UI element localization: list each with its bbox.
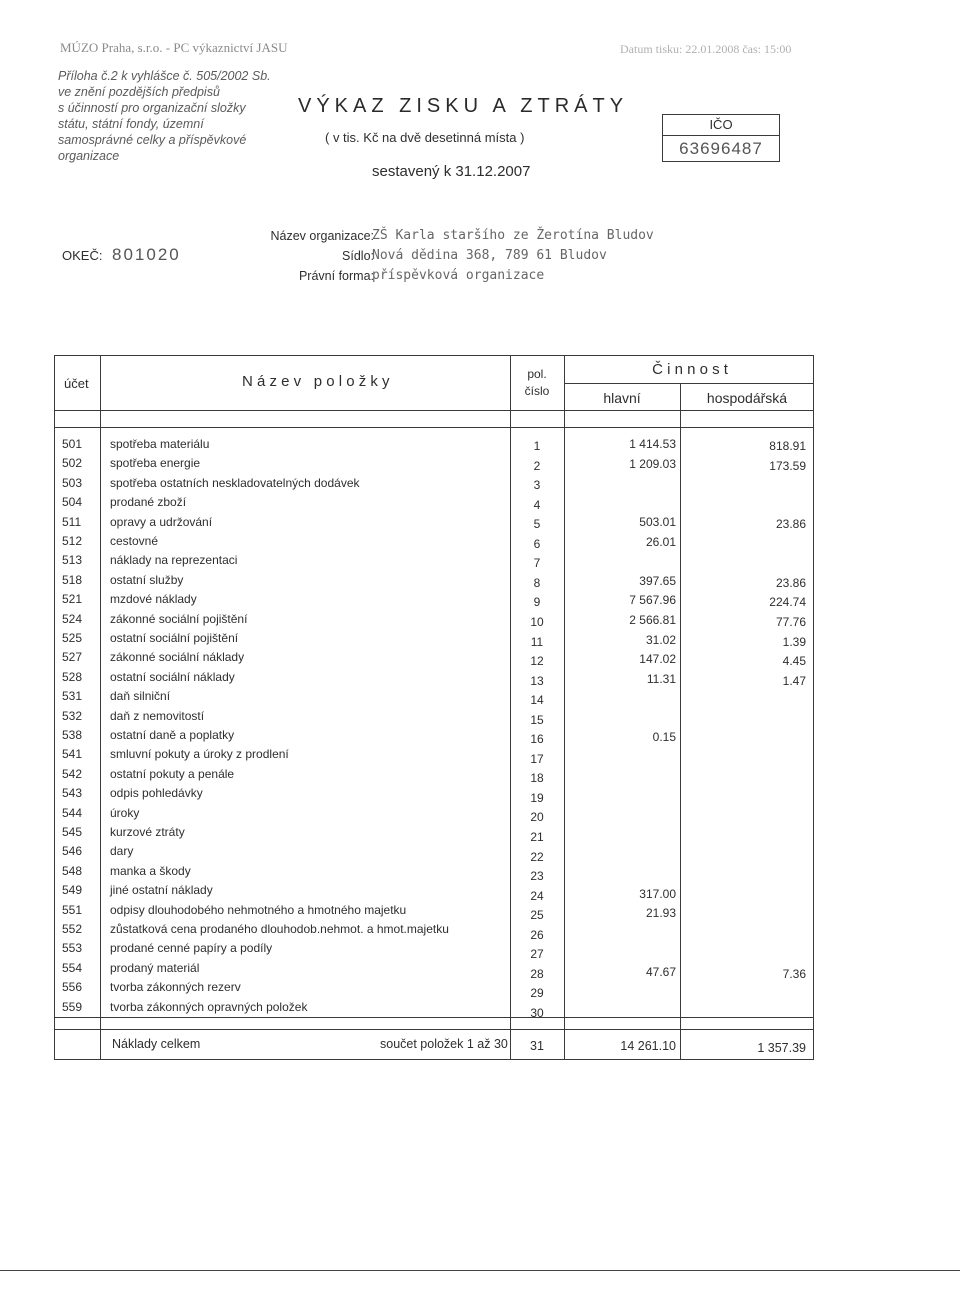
row-pol: 3 <box>533 478 541 493</box>
row-item-name: ostatní sociální pojištění <box>110 631 239 645</box>
row-account: 513 <box>62 553 83 568</box>
row-item-name: dary <box>110 844 134 859</box>
row-item-name: cestovné <box>110 534 159 548</box>
row-main-value: 0.15 <box>652 730 676 745</box>
row-item-name: spotřeba ostatních neskladovatelných dodávek <box>110 475 360 490</box>
body-bottom-border <box>54 1017 814 1018</box>
appendix-line: Příloha č.2 k vyhlášce č. 505/2002 Sb. <box>58 69 271 83</box>
row-item-name: spotřeba energie <box>110 456 201 471</box>
okec-value: 801020 <box>112 245 181 264</box>
row-account: 501 <box>62 437 83 451</box>
activity-split-line <box>564 383 814 384</box>
row-item-name: mzdové náklady <box>110 592 197 607</box>
row-pol: 16 <box>530 732 544 747</box>
row-economic-value: 1.47 <box>782 673 806 688</box>
appendix-line: s účinností pro organizační složky <box>58 101 246 115</box>
row-account: 559 <box>62 999 83 1014</box>
row-pol: 23 <box>530 869 544 884</box>
header-main: hlavní <box>603 390 641 406</box>
row-economic-value: 224.74 <box>769 595 806 610</box>
row-account: 554 <box>62 960 83 975</box>
row-item-name: tvorba zákonných rezerv <box>110 980 241 995</box>
appendix-line: samosprávné celky a příspěvkové <box>58 133 247 147</box>
row-item-name: ostatní služby <box>110 572 184 587</box>
row-pol: 10 <box>530 614 544 629</box>
row-item-name: odpis pohledávky <box>110 786 203 801</box>
row-item-name: smluvní pokuty a úroky z prodlení <box>110 747 289 762</box>
row-item-name: úroky <box>110 805 140 820</box>
row-main-value: 147.02 <box>639 652 676 667</box>
row-pol: 1 <box>533 439 541 453</box>
row-main-value: 317.00 <box>639 886 676 901</box>
ico-label: IČO <box>663 115 779 136</box>
row-account: 551 <box>62 902 83 917</box>
row-account: 524 <box>62 611 83 626</box>
table-left-border <box>54 355 55 1060</box>
row-pol: 6 <box>533 536 541 551</box>
org-seat-label: Sídlo: <box>342 249 374 263</box>
row-account: 511 <box>62 514 82 529</box>
appendix-line: organizace <box>58 149 120 163</box>
row-account: 528 <box>62 669 83 684</box>
row-account: 556 <box>62 980 83 995</box>
row-pol: 9 <box>533 595 541 610</box>
row-pol: 27 <box>530 947 544 962</box>
row-pol: 12 <box>530 654 544 669</box>
row-account: 544 <box>62 805 83 820</box>
row-account: 518 <box>62 572 83 587</box>
row-account: 525 <box>62 631 83 645</box>
row-account: 542 <box>62 766 83 781</box>
org-name-label: Název organizace: <box>270 229 374 243</box>
row-account: 512 <box>62 534 83 548</box>
row-account: 502 <box>62 456 83 471</box>
total-economic: 1 357.39 <box>757 1041 806 1055</box>
row-item-name: opravy a udržování <box>110 514 213 529</box>
row-item-name: jiné ostatní náklady <box>110 883 213 898</box>
row-pol: 13 <box>530 673 544 688</box>
row-main-value: 31.02 <box>645 632 676 647</box>
row-pol: 22 <box>530 849 544 864</box>
table-top-border <box>54 355 814 356</box>
row-item-name: tvorba zákonných opravných položek <box>110 999 308 1014</box>
row-account: 552 <box>62 922 83 936</box>
row-pol: 26 <box>530 927 544 942</box>
software-header: MÚZO Praha, s.r.o. - PC výkaznictví JASU <box>60 40 288 55</box>
row-economic-value: 818.91 <box>769 439 806 453</box>
row-account: 538 <box>62 728 83 742</box>
row-pol: 30 <box>530 1005 544 1020</box>
row-pol: 2 <box>533 458 541 473</box>
row-item-name: prodané cenné papíry a podíly <box>110 941 273 956</box>
print-date: Datum tisku: 22.01.2008 čas: 15:00 <box>620 42 792 56</box>
row-item-name: kurzové ztráty <box>110 825 185 839</box>
unit-note: ( v tis. Kč na dvě desetinná místa ) <box>325 130 525 145</box>
row-account: 531 <box>62 689 83 704</box>
row-item-name: zůstatková cena prodaného dlouhodob.nehmot. a hmot.majetku <box>110 922 449 936</box>
row-main-value: 7 567.96 <box>629 593 676 608</box>
row-pol: 25 <box>530 908 544 923</box>
row-pol: 15 <box>530 712 544 727</box>
main-column-divider <box>680 383 681 1060</box>
row-item-name: daň silniční <box>110 689 171 704</box>
name-column-divider <box>510 355 511 1060</box>
row-pol: 29 <box>530 986 544 1001</box>
header-bottom-border <box>54 410 814 411</box>
total-pol: 31 <box>530 1039 544 1053</box>
header-cislo: číslo <box>524 384 550 398</box>
row-account: 541 <box>62 747 83 762</box>
row-pol: 8 <box>533 575 541 590</box>
row-pol: 7 <box>533 556 541 571</box>
row-pol: 4 <box>533 497 541 512</box>
cost-table <box>54 355 814 1060</box>
row-account: 503 <box>62 475 83 490</box>
row-pol: 5 <box>533 517 541 532</box>
table-right-border <box>813 355 814 1060</box>
row-account: 546 <box>62 844 83 859</box>
row-item-name: odpisy dlouhodobého nehmotného a hmotného majetku <box>110 902 407 917</box>
row-account: 504 <box>62 495 83 510</box>
header-item-name: N á z e v p o l o ž k y <box>242 373 390 390</box>
row-economic-value: 77.76 <box>775 614 806 629</box>
row-main-value: 397.65 <box>639 573 676 588</box>
header-pol: pol. <box>527 367 547 381</box>
row-economic-value: 1.39 <box>782 634 806 649</box>
row-main-value: 1 209.03 <box>629 456 676 471</box>
total-top-border <box>54 1029 814 1030</box>
org-name-value: ZŠ Karla staršího ze Žerotína Bludov <box>372 228 654 243</box>
row-account: 553 <box>62 941 83 956</box>
row-economic-value: 7.36 <box>782 966 806 981</box>
row-pol: 17 <box>530 751 544 766</box>
row-main-value: 2 566.81 <box>629 612 676 627</box>
okec-label: OKEČ: <box>62 248 103 263</box>
total-formula: součet položek 1 až 30 <box>380 1037 508 1051</box>
pol-column-divider <box>564 355 565 1060</box>
row-item-name: ostatní pokuty a penále <box>110 766 235 781</box>
row-item-name: zákonné sociální pojištění <box>110 611 248 626</box>
header-account: účet <box>64 376 89 391</box>
org-seat-value: Nová dědina 368, 789 61 Bludov <box>372 248 607 263</box>
appendix-line: státu, státní fondy, územní <box>58 117 204 131</box>
total-label: Náklady celkem <box>112 1037 201 1051</box>
row-account: 543 <box>62 786 83 801</box>
row-item-name: spotřeba materiálu <box>110 437 210 451</box>
row-economic-value: 4.45 <box>782 654 806 669</box>
legal-appendix-note <box>58 68 271 164</box>
document-title: VÝKAZ ZISKU A ZTRÁTY <box>298 95 629 117</box>
row-economic-value: 23.86 <box>775 575 806 590</box>
header-activity: Č i n n o s t <box>652 361 728 378</box>
row-account: 532 <box>62 708 83 723</box>
row-main-value: 1 414.53 <box>629 437 676 451</box>
row-account: 548 <box>62 863 83 878</box>
body-top-border <box>54 427 814 428</box>
row-pol: 21 <box>530 830 544 844</box>
row-main-value: 47.67 <box>645 964 676 979</box>
account-column-divider <box>100 355 101 1060</box>
ico-value: 63696487 <box>679 139 763 158</box>
row-account: 521 <box>62 592 83 607</box>
row-economic-value: 173.59 <box>769 458 806 473</box>
report-date: sestavený k 31.12.2007 <box>372 163 531 180</box>
page-bottom-line <box>0 1270 960 1271</box>
org-form-label: Právní forma: <box>298 269 374 283</box>
row-pol: 24 <box>530 888 544 903</box>
table-bottom-border <box>54 1059 814 1060</box>
row-account: 549 <box>62 883 83 898</box>
row-pol: 19 <box>530 790 544 805</box>
row-economic-value: 23.86 <box>775 517 806 532</box>
row-item-name: prodané zboží <box>110 495 187 510</box>
row-pol: 11 <box>530 634 544 649</box>
row-main-value: 11.31 <box>646 671 676 686</box>
row-item-name: zákonné sociální náklady <box>110 650 245 665</box>
row-item-name: náklady na reprezentaci <box>110 553 238 568</box>
row-pol: 20 <box>530 810 544 825</box>
row-pol: 28 <box>530 966 544 981</box>
row-main-value: 503.01 <box>639 515 676 530</box>
row-main-value: 21.93 <box>645 906 676 921</box>
row-item-name: daň z nemovitostí <box>110 708 205 723</box>
ico-box <box>662 114 780 162</box>
appendix-line: ve znění pozdějších předpisů <box>58 85 220 99</box>
row-item-name: ostatní daně a poplatky <box>110 728 235 742</box>
row-item-name: ostatní sociální náklady <box>110 669 235 684</box>
row-pol: 18 <box>530 771 544 786</box>
row-pol: 14 <box>530 693 544 708</box>
row-account: 545 <box>62 825 83 839</box>
row-item-name: prodaný materiál <box>110 960 200 975</box>
org-form-value: příspěvková organizace <box>372 268 545 283</box>
row-item-name: manka a škody <box>110 863 191 878</box>
row-account: 527 <box>62 650 83 665</box>
header-economic: hospodářská <box>706 390 788 406</box>
row-main-value: 26.01 <box>645 534 676 549</box>
total-main: 14 261.10 <box>620 1039 676 1053</box>
